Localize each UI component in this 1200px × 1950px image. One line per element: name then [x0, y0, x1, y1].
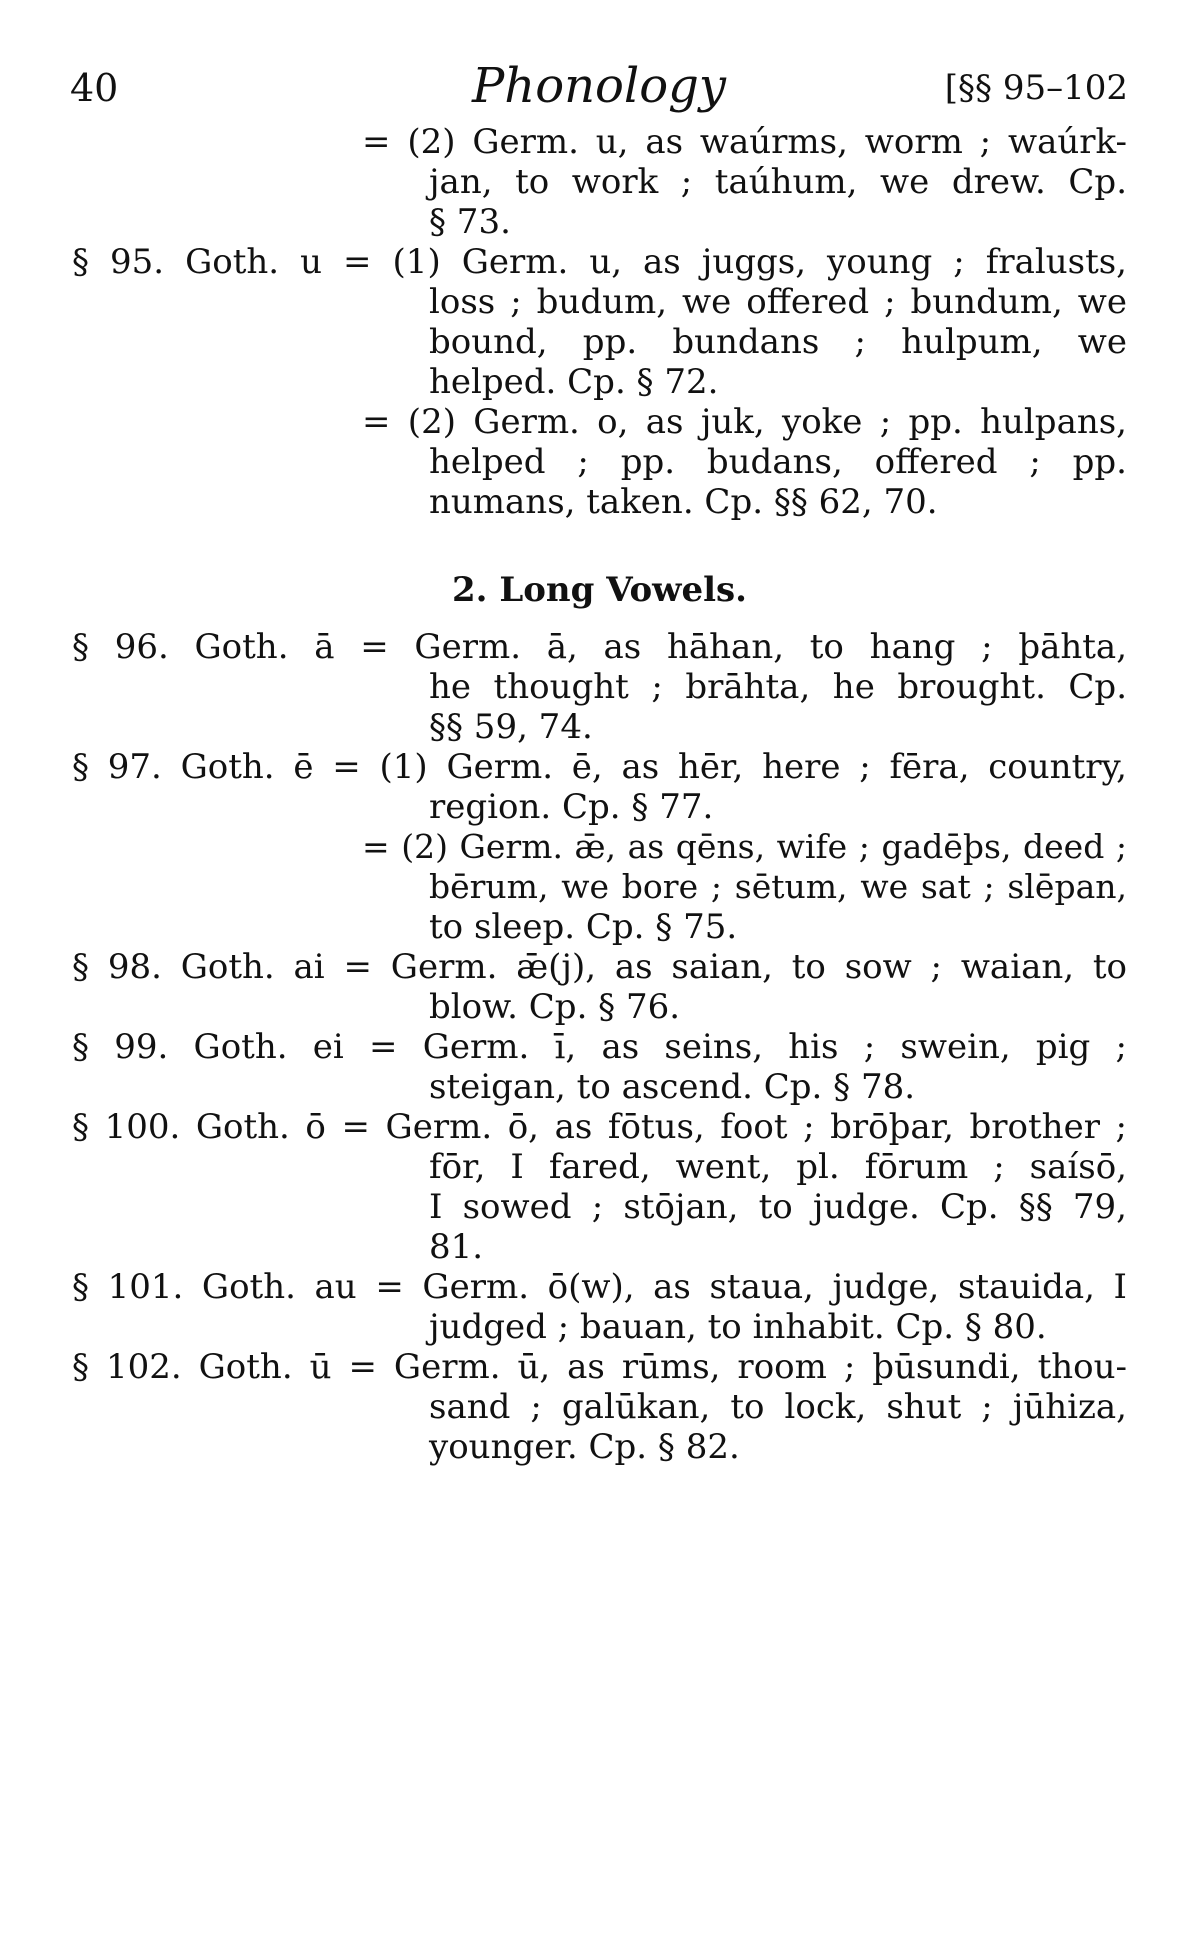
text-line: 81.	[429, 1227, 484, 1267]
page-title: Phonology	[471, 58, 726, 114]
text-line: bērum, we bore ; sētum, we sat ; slēpan,	[429, 867, 1127, 906]
text-line: steigan, to ascend. Cp. § 78.	[429, 1067, 916, 1107]
section-102-line: § 102. Goth. ū = Germ. ū, as rūms, room ; þūsundi, thou-	[72, 1347, 1127, 1387]
text-line: loss ; budum, we offered ; bundum, we	[429, 282, 1127, 322]
text-line: §§ 59, 74.	[429, 707, 593, 747]
section-range: [§§ 95–102	[944, 68, 1128, 108]
text-line: = (2) Germ. u, as waúrms, worm ; waúrk-	[362, 122, 1127, 162]
text-line: helped ; pp. budans, offered ; pp.	[429, 442, 1127, 482]
section-heading: 2. Long Vowels.	[452, 570, 747, 610]
text-line: judged ; bauan, to inhabit. Cp. § 80.	[429, 1307, 1047, 1347]
text-line: bound, pp. bundans ; hulpum, we	[429, 322, 1127, 362]
page-number: 40	[70, 66, 119, 110]
section-96-line: § 96. Goth. ā = Germ. ā, as hāhan, to hang ; þāhta,	[72, 627, 1127, 667]
text-line: fōr, I fared, went, pl. fōrum ; saísō,	[429, 1147, 1127, 1187]
text-line: he thought ; brāhta, he brought. Cp.	[429, 667, 1127, 707]
section-99-line: § 99. Goth. ei = Germ. ī, as seins, his ; swein, pig ;	[72, 1027, 1127, 1067]
text-line: = (2) Germ. ǣ, as qēns, wife ; gadēþs, deed ;	[362, 827, 1127, 866]
text-line: younger. Cp. § 82.	[429, 1427, 740, 1467]
section-97-line: § 97. Goth. ē = (1) Germ. ē, as hēr, here ; fēra, country,	[72, 747, 1127, 787]
section-100-line: § 100. Goth. ō = Germ. ō, as fōtus, foot ; brōþar, brother ;	[72, 1107, 1127, 1147]
text-line: region. Cp. § 77.	[429, 787, 714, 827]
text-line: numans, taken. Cp. §§ 62, 70.	[429, 482, 938, 522]
text-line: § 73.	[429, 202, 511, 242]
section-95-line: § 95. Goth. u = (1) Germ. u, as juggs, young ; fralusts,	[72, 242, 1127, 282]
section-101-line: § 101. Goth. au = Germ. ō(w), as staua, judge, stauida, I	[72, 1267, 1127, 1307]
text-line: jan, to work ; taúhum, we drew. Cp.	[429, 162, 1127, 202]
text-line: helped. Cp. § 72.	[429, 362, 719, 402]
running-header	[70, 58, 1128, 128]
section-98-line: § 98. Goth. ai = Germ. ǣ(j), as saian, to sow ; waian, to	[72, 947, 1127, 987]
text-line: = (2) Germ. o, as juk, yoke ; pp. hulpans,	[362, 402, 1127, 442]
text-line: blow. Cp. § 76.	[429, 987, 681, 1027]
text-line: I sowed ; stōjan, to judge. Cp. §§ 79,	[429, 1187, 1127, 1227]
text-line: to sleep. Cp. § 75.	[429, 907, 738, 947]
text-line: sand ; galūkan, to lock, shut ; jūhiza,	[429, 1387, 1127, 1427]
